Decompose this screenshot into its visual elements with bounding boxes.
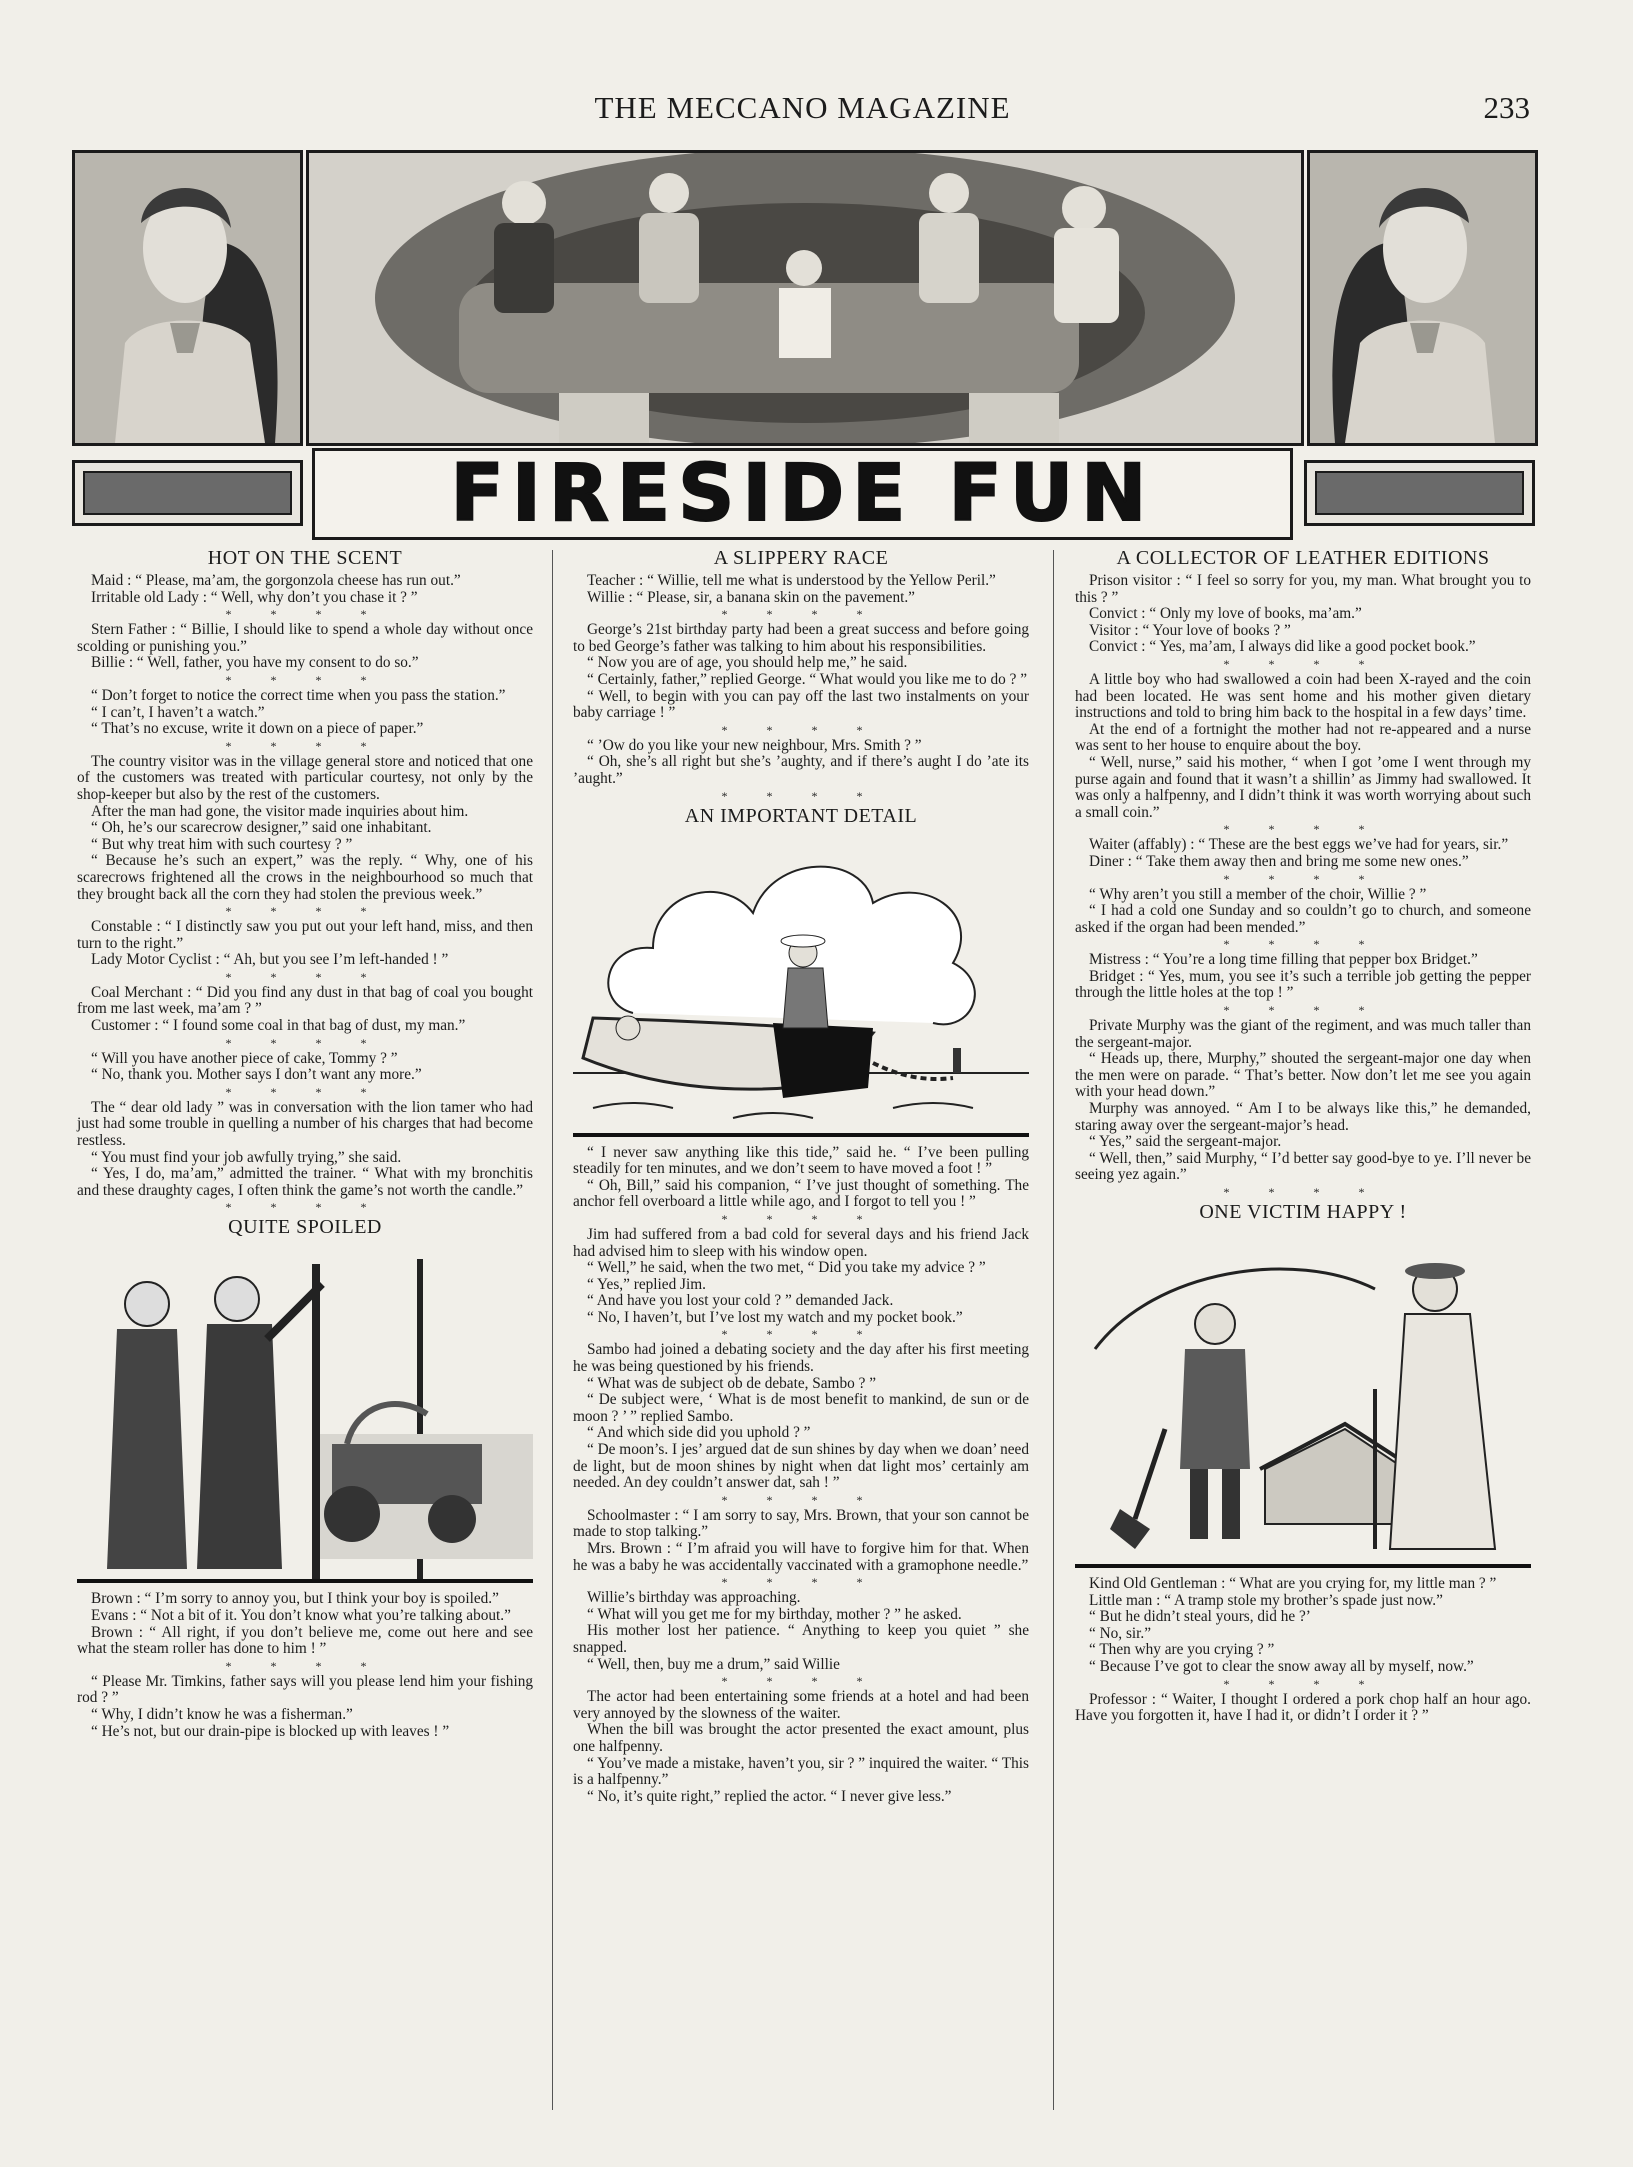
joke-paragraph: “ No, thank you. Mother says I don’t want any more.” [91,1066,422,1084]
column-1 [77,545,533,1740]
section-separator: * * * * [225,1200,385,1215]
joke-paragraph: “ That’s no excuse, write it down on a piece of paper.” [91,720,424,738]
joke-paragraph: Willie’s birthday was approaching. [587,1589,801,1607]
section-separator: * * * * [225,672,385,687]
section-separator: * * * * [225,1084,385,1099]
victim-happy-illustration [1075,1229,1531,1568]
joke-paragraph: “ Will you have another piece of cake, Tommy ? ” [91,1049,398,1067]
joke-paragraph: “ Because he’s such an expert,” was the reply. “ Why, one of his scarecrows frightened all the crows in the neighbourhood so much that they brought back all the corn they had stolen the previous week.” [77,852,533,903]
joke-paragraph: “ Why, I didn’t know he was a fisherman.” [91,1705,353,1723]
joke-paragraph: “ Yes,” replied Jim. [587,1275,706,1293]
joke-paragraph: Convict : “ Only my love of books, ma’am.” [1089,605,1362,623]
joke-paragraph: “ And have you lost your cold ? ” demanded Jack. [587,1292,894,1310]
joke-paragraph: “ Oh, Bill,” said his companion, “ I’ve just thought of something. The anchor fell overboard a little while ago, and I forgot to tell you ! ” [573,1176,1029,1211]
joke-paragraph: Diner : “ Take them away then and bring me some new ones.” [1089,852,1469,870]
joke-paragraph: “ And which side did you uphold ? ” [587,1424,811,1442]
joke-paragraph: “ Oh, she’s all right but she’s ’aughty, and if there’s aught I do ’ate its ’aught.” [573,753,1029,787]
joke-paragraph: “ No, it’s quite right,” replied the actor. “ I never give less.” [587,1787,952,1805]
joke-paragraph: “ Oh, he’s our scarecrow designer,” said one inhabitant. [91,819,432,837]
right-boy-illustration [1307,150,1538,446]
joke-paragraph: The country visitor was in the village general store and noticed that one of the customers was treated with particular courtesy, not only by the shop-keeper but also by the rest of the customers. [77,752,533,803]
joke-paragraph: Evans : “ Not a bit of it. You don’t know what you’re talking about.” [91,1607,511,1624]
joke-paragraph: His mother lost her patience. “ Anything to keep you quiet ” she snapped. [573,1622,1029,1656]
joke-paragraph: Lady Motor Cyclist : “ Ah, but you see I’m left-handed ! ” [91,951,449,969]
joke-paragraph: Murphy was annoyed. “ Am I to be always like this,” he demanded, staring away over the sergeant-major’s head. [1075,1100,1531,1134]
joke-paragraph: Visitor : “ Your love of books ? ” [1089,621,1291,639]
section-separator: * * * * [225,969,385,984]
joke-paragraph: Coal Merchant : “ Did you find any dust in that bag of coal you bought from me last week, ma’am ? ” [77,983,533,1018]
section-separator: * * * * [721,1674,881,1689]
joke-paragraph: “ You must find your job awfully trying,” she said. [91,1148,402,1166]
family-fireside-illustration [306,150,1304,446]
joke-paragraph: Irritable old Lady : “ Well, why don’t you chase it ? ” [91,588,418,606]
section-heading: ONE VICTIM HAPPY ! [1199,1201,1407,1223]
section-separator: * * * * [1223,937,1383,952]
joke-paragraph: “ Heads up, there, Murphy,” shouted the sergeant-major one day when the men were on parade. “ That’s better. Now don’t let me see you again with your head down.” [1075,1050,1531,1101]
section-separator: * * * * [1223,656,1383,671]
joke-paragraph: Willie : “ Please, sir, a banana skin on the pavement.” [587,588,915,606]
joke-paragraph: “ Yes, I do, ma’am,” admitted the trainer. “ What with my bronchitis and these draughty cages, I often think the game’s not worth the candle.” [77,1165,533,1199]
left-ornament-box [72,460,303,526]
joke-paragraph: Professor : “ Waiter, I thought I ordered a pork chop half an hour ago. Have you forgotten it, have I had it, or didn’t I order it ? ” [1075,1690,1531,1725]
section-separator: * * * * [721,788,881,803]
magazine-title: THE MECCANO MAGAZINE [594,90,1011,125]
joke-paragraph: Maid : “ Please, ma’am, the gorgonzola cheese has run out.” [91,572,461,589]
section-separator: * * * * [721,722,881,737]
section-separator: * * * * [225,1035,385,1050]
important-detail-illustration [573,833,1029,1137]
joke-paragraph: Little man : “ A tramp stole my brother’s spade just now.” [1089,1591,1443,1609]
section-separator: * * * * [1223,822,1383,837]
joke-paragraph: Brown : “ I’m sorry to annoy you, but I think your boy is spoiled.” [91,1590,499,1608]
joke-paragraph: “ Don’t forget to notice the correct time when you pass the station.” [91,686,506,704]
joke-paragraph: “ No, I haven’t, but I’ve lost my watch and my pocket book.” [587,1308,963,1326]
joke-paragraph: “ But he didn’t steal yours, did he ?’ [1089,1608,1311,1626]
column-2 [573,545,1029,1805]
section-separator: * * * * [225,904,385,919]
section-heading: HOT ON THE SCENT [207,547,403,569]
joke-paragraph: “ Well, to begin with you can pay off the last two instalments on your baby carriage ! ” [573,687,1029,722]
joke-paragraph: Jim had suffered from a bad cold for several days and his friend Jack had advised him to sleep with his window open. [573,1225,1029,1260]
joke-paragraph: “ Then why are you crying ? ” [1089,1641,1275,1659]
joke-paragraph: “ No, sir.” [1089,1624,1152,1642]
joke-paragraph: Mrs. Brown : “ I’m afraid you will have to forgive him for that. When he was a baby he was accidentally vaccinated with a gramophone needle.” [573,1540,1029,1574]
joke-paragraph: Sambo had joined a debating society and the day after his first meeting he was being questioned by his friends. [573,1341,1029,1376]
column-divider [552,550,553,2110]
right-ornament-box [1304,460,1535,526]
joke-paragraph: When the bill was brought the actor presented the exact amount, plus one halfpenny. [573,1721,1029,1755]
joke-paragraph: “ Because I’ve got to clear the snow away all by myself, now.” [1089,1657,1474,1675]
joke-paragraph: Customer : “ I found some coal in that bag of dust, my man.” [91,1017,466,1035]
title-bar [72,448,1532,540]
page-number: 233 [1483,90,1530,125]
joke-paragraph: Convict : “ Yes, ma’am, I always did like a good pocket book.” [1089,638,1476,656]
section-separator: * * * * [721,1492,881,1507]
joke-paragraph: Brown : “ All right, if you don’t believe me, come out here and see what the steam roller has done to him ! ” [77,1623,533,1658]
section-separator: * * * * [721,607,881,622]
section-heading: A SLIPPERY RACE [713,547,889,569]
joke-paragraph: “ I can’t, I haven’t a watch.” [91,703,265,721]
joke-paragraph: The actor had been entertaining some friends at a hotel and had been very annoyed by the slowness of the waiter. [573,1688,1029,1722]
section-separator: * * * * [1223,1676,1383,1691]
joke-paragraph: “ I never saw anything like this tide,” said he. “ I’ve been pulling steadily for ten minutes, and we don’t seem to have moved a foot ! ” [573,1143,1029,1178]
joke-paragraph: “ Please Mr. Timkins, father says will you please lend him your fishing rod ? ” [77,1672,533,1707]
quite-spoiled-illustration [77,1244,533,1583]
title-box [312,448,1293,540]
joke-paragraph: Private Murphy was the giant of the regiment, and was much taller than the sergeant-major. [1075,1017,1531,1051]
joke-paragraph: Bridget : “ Yes, mum, you see it’s such a terrible job getting the pepper through the little holes at the top ! ” [1075,967,1531,1002]
section-separator: * * * * [225,738,385,753]
joke-paragraph: “ De moon’s. I jes’ argued dat de sun shines by day when we doan’ need de light, but de moon shines by night when dat light mos’ certainly am needed. An dey couldn’t answer dat, sah ! ” [573,1441,1029,1492]
section-separator: * * * * [721,1575,881,1590]
section-separator: * * * * [1223,1185,1383,1199]
section-separator: * * * * [1223,871,1383,886]
joke-paragraph: “ Well, nurse,” said his mother, “ when I got ’ome I went through my purse again and found that it wasn’t a shillin’ as Jimmy had swallowed. It was only a halfpenny, and I didn’t think it was worth worrying about such a small coin.” [1075,753,1531,821]
section-heading: A COLLECTOR OF LEATHER EDITIONS [1116,547,1490,569]
column-3 [1075,545,1531,1725]
joke-paragraph: The “ dear old lady ” was in conversation with the lion tamer who had just had some trouble in quelling a number of his charges that had become restless. [77,1098,533,1150]
joke-paragraph: Stern Father : “ Billie, I should like to spend a whole day without once scolding or punishing you.” [77,621,533,655]
section-separator: * * * * [225,1658,385,1673]
joke-paragraph: “ Now you are of age, you should help me,” he said. [587,654,908,672]
joke-paragraph: “ Yes,” said the sergeant-major. [1089,1133,1282,1151]
section-separator: * * * * [1223,1003,1383,1018]
section-heading: QUITE SPOILED [228,1216,382,1239]
joke-paragraph: Kind Old Gentleman : “ What are you crying for, my little man ? ” [1089,1575,1497,1592]
left-boy-illustration [72,150,303,446]
joke-paragraph: “ You’ve made a mistake, haven’t you, sir ? ” inquired the waiter. “ This is a halfpenny.” [573,1754,1029,1789]
joke-paragraph: “ Certainly, father,” replied George. “ What would you like me to do ? ” [587,670,1028,688]
joke-paragraph: A little boy who had swallowed a coin had been X-rayed and the coin had been located. He was sent home and his mother given dietary instructions and told to bring him back to the hospital in a few days’ time. [1075,670,1531,722]
joke-paragraph: “ But why treat him with such courtesy ? ” [91,835,353,853]
section-heading: AN IMPORTANT DETAIL [684,804,918,827]
joke-paragraph: “ Why aren’t you still a member of the choir, Willie ? ” [1089,885,1427,903]
section-separator: * * * * [721,1211,881,1226]
joke-paragraph: “ He’s not, but our drain-pipe is blocked up with leaves ! ” [91,1722,450,1740]
column-divider [1053,550,1054,2110]
section-separator: * * * * [225,607,385,622]
joke-paragraph: Billie : “ Well, father, you have my consent to do so.” [91,654,419,672]
joke-paragraph: “ De subject were, ‘ What is de most benefit to mankind, de sun or de moon ? ’ ” replied Sambo. [573,1391,1029,1425]
joke-paragraph: “ Well,” he said, when the two met, “ Did you take my advice ? ” [587,1259,986,1277]
joke-paragraph: At the end of a fortnight the mother had not re-appeared and a nurse was sent to her house to enquire about the boy. [1075,720,1531,755]
section-separator: * * * * [721,1327,881,1342]
joke-paragraph: After the man had gone, the visitor made inquiries about him. [91,802,469,820]
joke-paragraph: Mistress : “ You’re a long time filling that pepper box Bridget.” [1089,951,1478,969]
joke-paragraph: “ What was de subject ob de debate, Sambo ? ” [587,1374,876,1392]
joke-paragraph: Constable : “ I distinctly saw you put out your left hand, miss, and then turn to the right.” [77,918,533,952]
joke-paragraph: “ I had a cold one Sunday and so couldn’t go to church, and someone asked if the organ had been mended.” [1075,902,1531,936]
joke-paragraph: “ What will you get me for my birthday, mother ? ” he asked. [587,1605,962,1623]
joke-paragraph: “ Well, then, buy me a drum,” said Willie [587,1655,840,1673]
joke-paragraph: Waiter (affably) : “ These are the best eggs we’ve had for years, sir.” [1089,836,1509,854]
fireside-fun-banner [72,150,1532,540]
joke-paragraph: “ Well, then,” said Murphy, “ I’d better say good-bye to ye. I’ll never be seeing yez again.” [1075,1149,1531,1184]
joke-paragraph: Prison visitor : “ I feel so sorry for you, my man. What brought you to this ? ” [1075,572,1531,606]
joke-paragraph: “ ’Ow do you like your new neighbour, Mrs. Smith ? ” [587,736,922,754]
joke-paragraph: Schoolmaster : “ I am sorry to say, Mrs. Brown, that your son cannot be made to stop talking.” [573,1506,1029,1541]
section-title: FIRESIDE FUN [450,449,1155,539]
joke-paragraph: George’s 21st birthday party had been a great success and before going to bed George’s father was talking to him about his responsibilities. [573,621,1029,655]
joke-paragraph: Teacher : “ Willie, tell me what is understood by the Yellow Peril.” [587,572,996,589]
page-header [75,90,1530,130]
